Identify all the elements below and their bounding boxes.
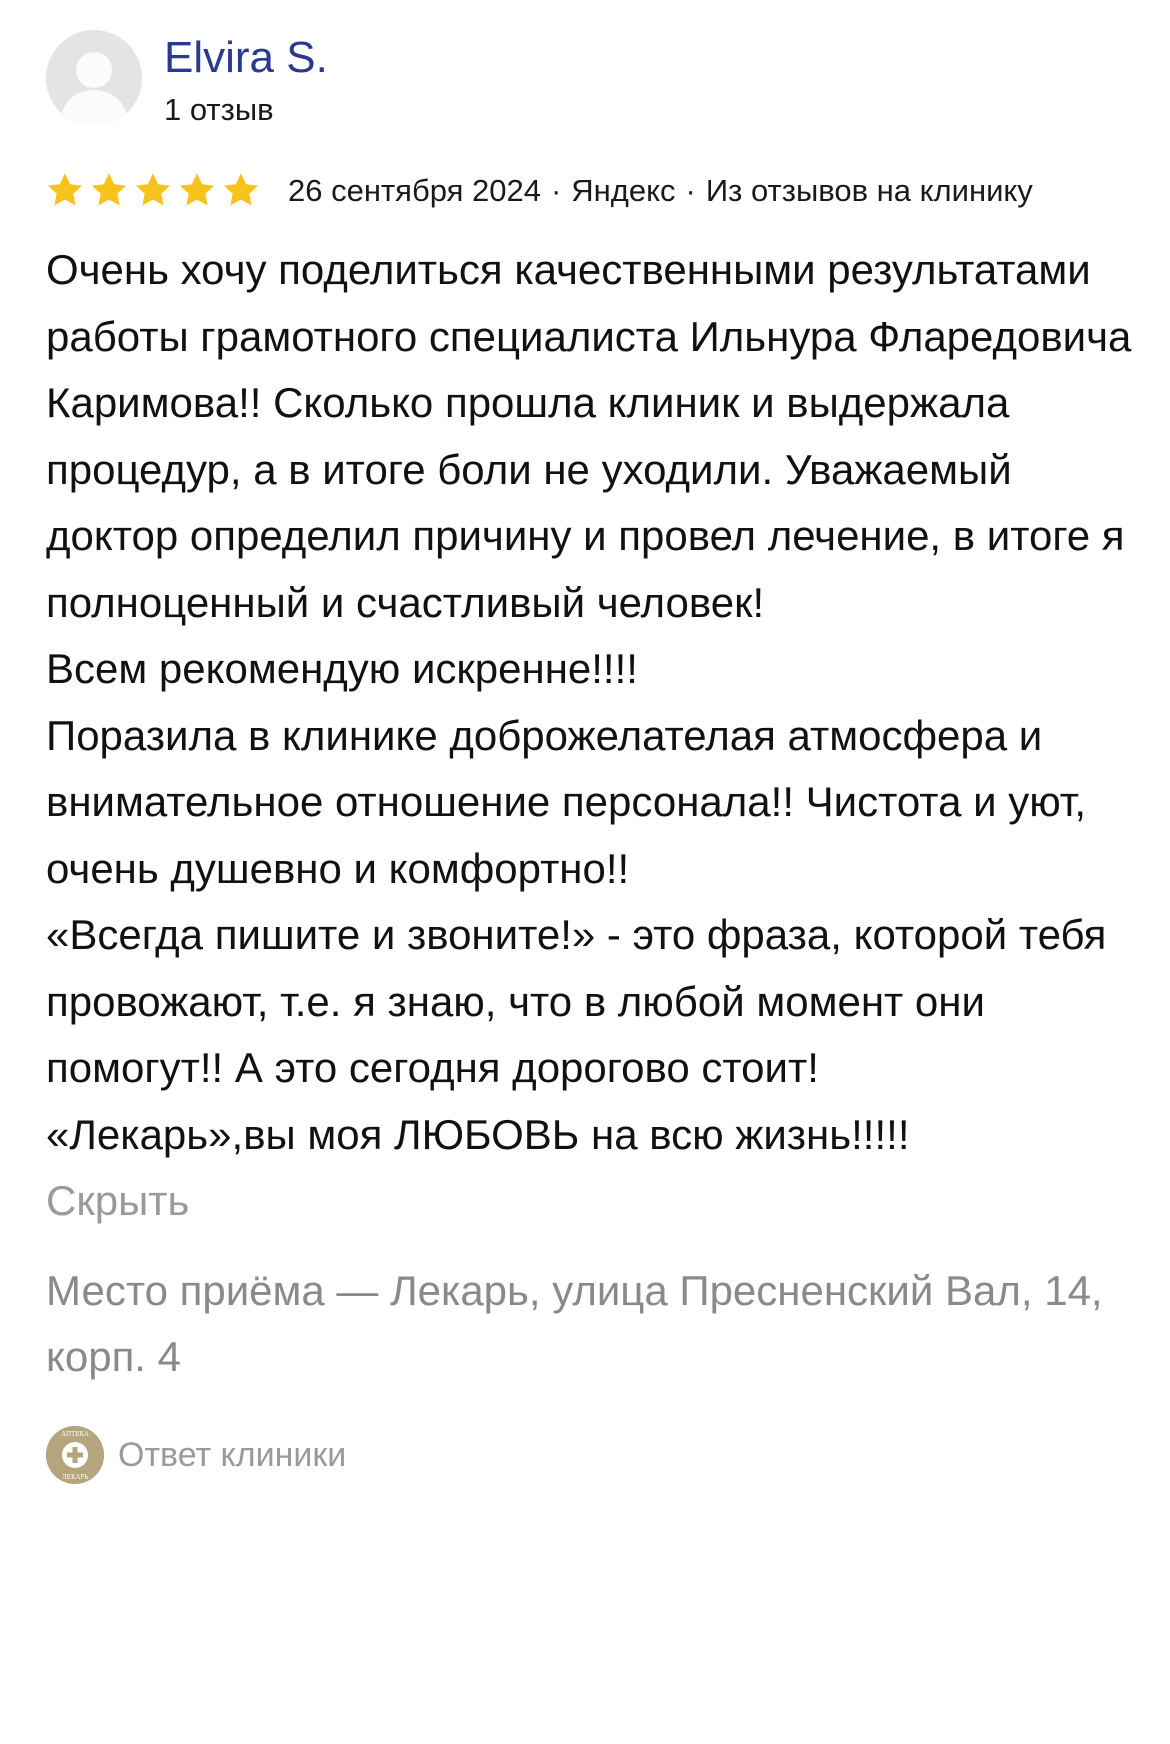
star-icon xyxy=(178,172,216,208)
review-meta xyxy=(46,166,1136,223)
author-name-link[interactable]: Elvira S. xyxy=(164,33,328,82)
meta-separator: · xyxy=(685,173,696,208)
star-icon xyxy=(222,172,260,208)
review-paragraph: «Всегда пишите и звоните!» - это фраза, которой тебя провожают, т.е. я знаю, что в любой момент они помогут!! А это сегодня дорогово стоит! xyxy=(46,911,1107,1091)
clinic-reply-label: Ответ клиники xyxy=(118,1436,347,1474)
meta-separator: · xyxy=(550,173,562,208)
clinic-logo xyxy=(46,1426,104,1484)
svg-text:АПТЕКА: АПТЕКА xyxy=(61,1431,89,1438)
review-paragraph: «Лекарь»,вы моя ЛЮБОВЬ на всю жизнь!!!!! xyxy=(46,1110,910,1158)
avatar[interactable] xyxy=(46,30,142,126)
author-review-count: 1 отзыв xyxy=(164,92,274,127)
svg-text:ЛЕКАРЬ: ЛЕКАРЬ xyxy=(61,1474,89,1481)
clinic-logo-icon xyxy=(46,1426,104,1484)
collapse-review-link[interactable]: Скрыть xyxy=(46,1177,190,1224)
author-row xyxy=(46,30,1136,130)
review-text xyxy=(46,237,1136,1168)
star-icon xyxy=(46,172,84,208)
review-date: 26 сентября 2024 xyxy=(288,173,541,208)
review-card xyxy=(46,30,1136,1484)
star-icon xyxy=(90,172,128,208)
user-silhouette-icon xyxy=(46,30,142,126)
review-origin: Из отзывов на клинику xyxy=(705,173,1033,208)
review-paragraph: Всем рекомендую искренне!!!! xyxy=(46,645,638,692)
author-info xyxy=(164,32,328,130)
rating-stars xyxy=(46,172,266,223)
star-icon xyxy=(134,172,172,208)
review-paragraph: Очень хочу поделиться качественными результатами работы грамотного специалиста Ильнура Фларедовича Каримова!! Сколько прошла клиник и выдержала процедур, а в итоге боли не уходили. Уважаемый доктор определил причину и провел лечение, в итоге я полноценный и счастливый человек! xyxy=(46,246,1132,626)
review-source: Яндекс xyxy=(571,173,676,208)
visit-place: Место приёма — Лекарь, улица Пресненский Вал, 14, корп. 4 xyxy=(46,1267,1103,1380)
review-paragraph: Поразила в клинике доброжелателая атмосфера и внимательное отношение персонала!! Чистота и уют, очень душевно и комфортно!! xyxy=(46,711,1087,892)
clinic-reply-toggle[interactable] xyxy=(46,1426,1136,1484)
